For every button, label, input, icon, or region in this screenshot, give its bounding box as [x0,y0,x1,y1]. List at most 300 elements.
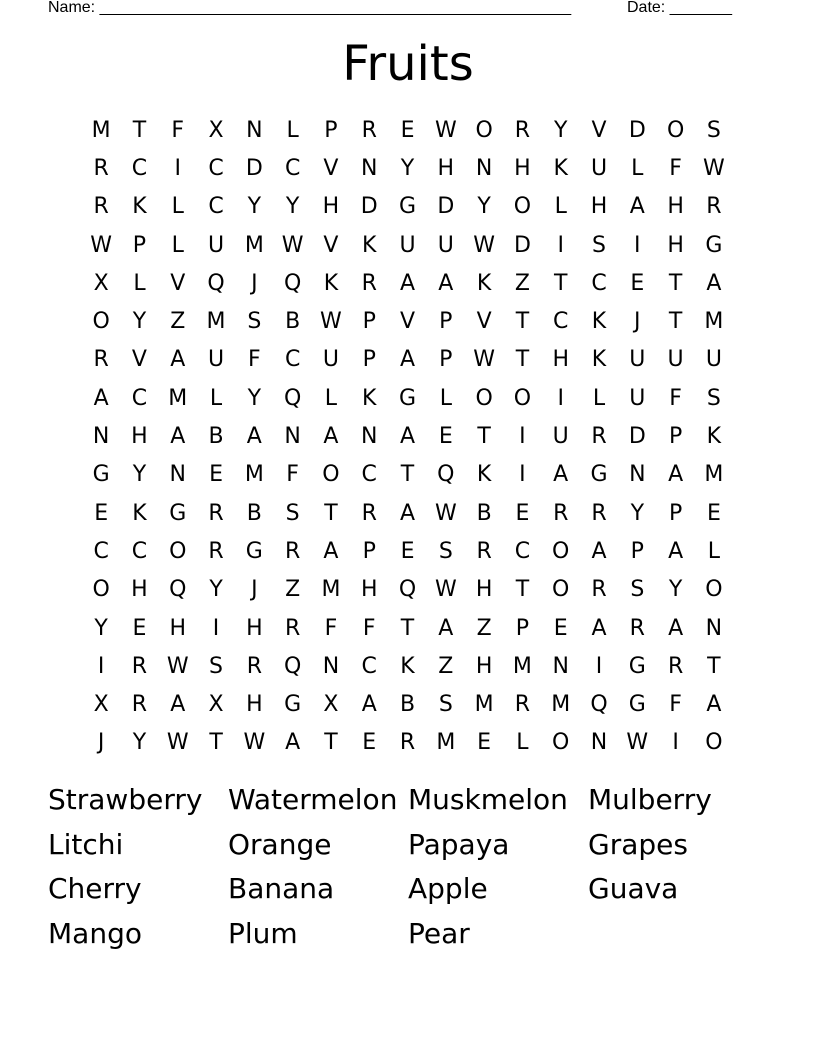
grid-letter[interactable]: T [515,309,530,335]
grid-letter[interactable]: M [321,577,341,603]
grid-letter[interactable]: F [171,117,185,143]
grid-letter[interactable]: F [669,155,682,181]
grid-letter[interactable]: O [705,577,723,603]
grid-letter[interactable]: L [171,194,184,220]
grid-letter[interactable]: T [707,653,721,679]
grid-letter[interactable]: N [705,615,723,641]
grid-letter[interactable]: N [360,424,378,450]
grid-letter[interactable]: G [169,500,187,526]
grid-letter[interactable]: L [286,117,299,143]
grid-letter[interactable]: A [668,615,684,641]
grid-letter[interactable]: M [551,692,571,718]
grid-letter[interactable]: C [131,538,148,564]
grid-letter[interactable]: N [552,653,569,679]
grid-letter[interactable]: B [246,500,262,526]
grid-letter[interactable]: K [476,270,492,296]
grid-letter[interactable]: R [361,500,377,526]
grid-letter[interactable]: J [97,730,105,756]
grid-letter[interactable]: G [628,653,646,679]
grid-letter[interactable]: O [705,730,723,756]
grid-letter[interactable]: Q [207,270,225,296]
grid-letter[interactable]: I [634,232,641,258]
grid-letter[interactable]: G [398,385,417,411]
grid-letter[interactable]: H [246,615,263,641]
grid-letter[interactable]: N [590,730,608,756]
grid-letter[interactable]: N [92,424,110,450]
grid-letter[interactable]: O [475,385,493,411]
grid-letter[interactable]: R [553,500,569,526]
grid-letter[interactable]: K [476,462,492,488]
grid-letter[interactable]: F [669,385,682,411]
grid-letter[interactable]: U [667,347,684,373]
grid-letter[interactable]: W [434,577,457,603]
grid-letter[interactable]: O [169,538,187,564]
grid-letter[interactable]: R [131,692,148,718]
grid-letter[interactable]: C [591,270,607,296]
grid-letter[interactable]: A [668,462,684,488]
grid-letter[interactable]: W [166,730,189,756]
grid-letter[interactable]: Q [398,577,417,603]
grid-letter[interactable]: L [209,385,223,411]
grid-letter[interactable]: F [248,347,261,373]
grid-letter[interactable]: U [399,232,416,258]
grid-letter[interactable]: H [437,155,455,181]
name-field-label: Name: _____________________________________________________ [48,0,572,16]
grid-letter[interactable]: E [400,117,415,143]
grid-letter[interactable]: R [514,117,531,143]
grid-letter[interactable]: V [399,309,416,335]
grid-letter[interactable]: C [361,653,377,679]
grid-letter[interactable]: T [400,615,415,641]
grid-letter[interactable]: R [514,692,531,718]
grid-letter[interactable]: G [590,462,608,488]
grid-letter[interactable]: C [284,347,301,373]
grid-letter[interactable]: M [704,309,724,335]
grid-letter[interactable]: I [174,155,181,181]
grid-letter[interactable]: T [668,309,683,335]
grid-letter[interactable]: E [438,424,453,450]
grid-letter[interactable]: M [244,462,264,488]
grid-letter[interactable]: O [322,462,340,488]
grid-letter[interactable]: L [439,385,452,411]
grid-letter[interactable]: V [131,347,147,373]
grid-letter[interactable]: Q [590,692,608,718]
grid-letter[interactable]: P [668,500,683,526]
grid-letter[interactable]: O [513,385,532,411]
grid-letter[interactable]: F [286,462,299,488]
grid-letter[interactable]: E [477,730,492,756]
grid-letter[interactable]: M [704,462,724,488]
grid-row [82,456,734,494]
grid-letter[interactable]: R [476,538,492,564]
grid-letter[interactable]: X [93,270,109,296]
grid-letter[interactable]: Y [668,577,683,603]
grid-letter[interactable]: W [703,155,725,181]
grid-letter[interactable]: W [281,232,304,258]
grid-letter[interactable]: N [169,462,186,488]
grid-letter[interactable]: W [626,730,649,756]
grid-letter[interactable]: D [513,232,531,258]
grid-letter[interactable]: H [131,577,148,603]
grid-letter[interactable]: U [437,232,454,258]
grid-letter[interactable]: O [552,538,570,564]
grid-letter[interactable]: I [672,730,679,756]
grid-letter[interactable]: M [91,117,111,143]
grid-letter[interactable]: P [324,117,338,143]
grid-letter[interactable]: U [207,232,225,258]
grid-letter[interactable]: A [361,692,377,718]
grid-letter[interactable]: X [208,117,224,143]
grid-letter[interactable]: M [474,692,494,718]
grid-letter[interactable]: A [438,270,454,296]
grid-letter[interactable]: Y [247,385,262,411]
grid-letter[interactable]: T [209,730,223,756]
grid-letter[interactable]: V [591,117,607,143]
grid-letter[interactable]: M [436,730,456,756]
grid-letter[interactable]: Z [438,653,454,679]
grid-letter[interactable]: A [399,347,416,373]
grid-letter[interactable]: K [132,500,147,526]
grid-letter[interactable]: A [285,730,301,756]
grid-letter[interactable]: O [92,577,110,603]
grid-letter[interactable]: H [360,577,378,603]
grid-letter[interactable]: R [208,538,224,564]
grid-letter[interactable]: C [361,462,377,488]
grid-letter[interactable]: P [630,538,644,564]
grid-letter[interactable]: O [475,117,493,143]
grid-letter[interactable]: Z [170,309,186,335]
grid-letter[interactable]: R [399,730,416,756]
grid-letter[interactable]: S [706,117,721,143]
grid-letter[interactable]: Y [132,730,147,756]
grid-letter[interactable]: H [552,347,569,373]
grid-letter[interactable]: E [553,615,568,641]
grid-letter[interactable]: K [591,309,607,335]
grid-letter[interactable]: V [476,309,492,335]
grid-letter[interactable]: D [360,194,378,220]
grid-letter[interactable]: B [285,309,301,335]
grid-letter[interactable]: O [552,577,570,603]
grid-row [82,302,734,340]
grid-letter[interactable]: X [208,692,224,718]
grid-letter[interactable]: W [434,117,457,143]
grid-letter[interactable]: R [629,615,645,641]
grid-letter[interactable]: A [170,692,186,718]
grid-letter[interactable]: P [362,538,376,564]
grid-letter[interactable]: Y [285,194,300,220]
grid-letter[interactable]: C [284,155,301,181]
grid-letter[interactable]: R [246,653,262,679]
grid-letter[interactable]: W [473,347,495,373]
grid-letter[interactable]: H [475,577,493,603]
grid-letter[interactable]: T [400,462,415,488]
grid-letter[interactable]: R [93,155,109,181]
grid-letter[interactable]: H [169,615,187,641]
grid-letter[interactable]: R [591,424,607,450]
grid-letter[interactable]: A [668,538,684,564]
grid-letter[interactable]: T [132,117,147,143]
grid-letter[interactable]: A [246,424,262,450]
grid-letter[interactable]: G [398,194,417,220]
grid-letter[interactable]: V [170,270,186,296]
grid-letter[interactable]: A [93,385,109,411]
grid-letter[interactable]: Y [630,500,645,526]
grid-letter[interactable]: T [668,270,683,296]
grid-letter[interactable]: Z [285,577,301,603]
grid-row [82,341,734,379]
grid-letter[interactable]: C [131,155,148,181]
grid-letter[interactable]: M [512,653,532,679]
grid-letter[interactable]: K [553,155,568,181]
grid-letter[interactable]: K [400,653,415,679]
grid-letter[interactable]: N [360,155,378,181]
grid-letter[interactable]: O [513,194,532,220]
grid-letter[interactable]: Y [247,194,262,220]
grid-letter[interactable]: A [399,270,416,296]
grid-letter[interactable]: F [324,615,338,641]
grid-letter[interactable]: C [553,309,569,335]
grid-letter[interactable]: D [245,155,263,181]
grid-letter[interactable]: N [246,117,263,143]
grid-letter[interactable]: E [400,538,415,564]
grid-letter[interactable]: E [132,615,147,641]
grid-letter[interactable]: L [592,385,606,411]
grid-letter[interactable]: L [516,730,529,756]
grid-letter[interactable]: P [515,615,530,641]
grid-letter[interactable]: T [477,424,491,450]
grid-letter[interactable]: B [208,424,224,450]
grid-letter[interactable]: C [131,385,148,411]
grid-letter[interactable]: K [706,424,722,450]
grid-letter[interactable]: S [438,538,453,564]
grid-letter[interactable]: I [212,615,220,641]
grid-letter[interactable]: P [362,347,376,373]
grid-letter[interactable]: K [362,232,377,258]
grid-letter[interactable]: L [707,538,721,564]
grid-letter[interactable]: G [245,538,263,564]
grid-letter[interactable]: W [320,309,342,335]
grid-letter[interactable]: H [514,155,531,181]
grid-letter[interactable]: S [285,500,300,526]
grid-letter[interactable]: A [629,194,645,220]
grid-letter[interactable]: A [591,615,607,641]
grid-letter[interactable]: A [399,500,416,526]
grid-letter[interactable]: R [361,117,377,143]
grid-letter[interactable]: A [591,538,607,564]
grid-letter[interactable]: Y [209,577,223,603]
grid-letter[interactable]: R [667,653,684,679]
grid-letter[interactable]: P [439,347,453,373]
grid-letter[interactable]: N [322,653,340,679]
grid-letter[interactable]: W [243,730,266,756]
grid-letter[interactable]: H [131,424,148,450]
grid-letter[interactable]: G [92,462,110,488]
grid-letter[interactable]: S [438,692,453,718]
grid-letter[interactable]: V [323,155,339,181]
grid-letter[interactable]: P [132,232,147,258]
grid-letter[interactable]: R [591,500,607,526]
grid-letter[interactable]: C [93,538,109,564]
grid-letter[interactable]: T [553,270,568,296]
grid-letter[interactable]: Y [477,194,491,220]
grid-letter[interactable]: D [437,194,455,220]
grid-letter[interactable]: F [669,692,682,718]
grid-letter[interactable]: U [629,385,646,411]
grid-letter[interactable]: L [171,232,184,258]
grid-letter[interactable]: A [706,270,722,296]
grid-letter[interactable]: X [93,692,109,718]
grid-letter[interactable]: Z [476,615,492,641]
grid-letter[interactable]: P [362,309,376,335]
grid-letter[interactable]: W [473,232,495,258]
grid-row [82,111,734,149]
grid-letter[interactable]: E [362,730,377,756]
grid-letter[interactable]: A [438,615,454,641]
grid-letter[interactable]: U [629,347,646,373]
grid-letter[interactable]: S [706,385,721,411]
grid-letter[interactable]: K [132,194,147,220]
grid-letter[interactable]: Y [553,117,568,143]
grid-letter[interactable]: R [93,194,109,220]
grid-letter[interactable]: A [706,692,722,718]
grid-letter[interactable]: U [590,155,608,181]
grid-letter[interactable]: T [324,730,338,756]
grid-letter[interactable]: L [133,270,146,296]
grid-letter[interactable]: A [170,424,186,450]
grid-letter[interactable]: A [323,424,339,450]
grid-letter[interactable]: N [629,462,646,488]
grid-letter[interactable]: R [361,270,377,296]
grid-letter[interactable]: V [323,232,339,258]
grid-letter[interactable]: U [322,347,339,373]
grid-letter[interactable]: O [92,309,110,335]
grid-letter[interactable]: U [207,347,225,373]
grid-letter[interactable]: Q [169,577,187,603]
grid-letter[interactable]: U [705,347,722,373]
grid-letter[interactable]: R [284,538,301,564]
word-bank-item: Pear [408,916,470,950]
grid-letter[interactable]: I [519,424,526,450]
grid-letter[interactable]: E [209,462,223,488]
grid-letter[interactable]: U [552,424,569,450]
grid-letter[interactable]: C [208,155,224,181]
grid-letter[interactable]: H [246,692,263,718]
grid-letter[interactable]: W [434,500,457,526]
grid-letter[interactable]: Q [283,385,302,411]
grid-letter[interactable]: L [324,385,338,411]
grid-letter[interactable]: L [554,194,567,220]
grid-letter[interactable]: A [323,538,339,564]
grid-letter[interactable]: A [170,347,186,373]
grid-letter[interactable]: H [322,194,340,220]
grid-letter[interactable]: L [631,155,644,181]
grid-letter[interactable]: Z [514,270,530,296]
grid-row [82,264,734,302]
grid-letter[interactable]: I [519,462,526,488]
grid-letter[interactable]: B [476,500,492,526]
grid-letter[interactable]: T [324,500,338,526]
grid-letter[interactable]: H [590,194,608,220]
grid-letter[interactable]: S [247,309,262,335]
grid-letter[interactable]: I [595,653,603,679]
grid-letter[interactable]: H [667,232,684,258]
grid-letter[interactable]: R [131,653,148,679]
grid-letter[interactable]: C [208,194,224,220]
grid-letter[interactable]: O [552,730,570,756]
grid-letter[interactable]: S [209,653,224,679]
grid-letter[interactable]: H [475,653,493,679]
grid-letter[interactable]: P [668,424,683,450]
grid-letter[interactable]: O [666,117,685,143]
grid-row [82,226,734,264]
grid-letter[interactable]: M [168,385,188,411]
grid-letter[interactable]: A [553,462,569,488]
grid-letter[interactable]: B [399,692,416,718]
grid-letter[interactable]: R [591,577,607,603]
grid-letter[interactable]: K [323,270,339,296]
grid-letter[interactable]: J [251,577,258,603]
grid-letter[interactable]: E [706,500,721,526]
grid-letter[interactable]: T [515,577,530,603]
grid-letter[interactable]: J [634,309,641,335]
grid-letter[interactable]: W [166,653,189,679]
grid-letter[interactable]: Q [437,462,455,488]
grid-letter[interactable]: E [630,270,645,296]
grid-letter[interactable]: T [515,347,530,373]
grid-letter[interactable]: G [628,692,646,718]
grid-letter[interactable]: F [362,615,376,641]
grid-letter[interactable]: G [705,232,723,258]
grid-letter[interactable]: M [244,232,264,258]
grid-letter[interactable]: J [251,270,258,296]
grid-letter[interactable]: X [323,692,339,718]
word-bank-item: Papaya [408,827,510,861]
grid-letter[interactable]: S [592,232,606,258]
grid-letter[interactable]: R [93,347,109,373]
grid-letter[interactable]: Q [283,653,302,679]
grid-letter[interactable]: I [557,385,564,411]
grid-letter[interactable]: C [514,538,531,564]
grid-letter[interactable]: H [667,194,684,220]
grid-letter[interactable]: R [706,194,722,220]
grid-row [82,724,734,762]
grid-letter[interactable]: D [628,424,646,450]
grid-letter[interactable]: R [208,500,224,526]
grid-letter[interactable]: N [284,424,301,450]
grid-letter[interactable]: D [628,117,646,143]
grid-letter[interactable]: Y [400,155,415,181]
grid-letter[interactable]: S [630,577,645,603]
word-bank-item: Mulberry [588,783,712,816]
grid-letter[interactable]: Y [132,462,147,488]
grid-letter[interactable]: Y [94,615,108,641]
grid-letter[interactable]: A [399,424,416,450]
grid-letter[interactable]: E [94,500,109,526]
grid-letter[interactable]: R [284,615,301,641]
grid-letter[interactable]: W [90,232,113,258]
grid-letter[interactable]: E [515,500,530,526]
grid-letter[interactable]: P [439,309,453,335]
grid-letter[interactable]: K [591,347,607,373]
grid-letter[interactable]: Y [132,309,147,335]
grid-letter[interactable]: G [284,692,302,718]
grid-letter[interactable]: K [362,385,377,411]
grid-letter[interactable]: I [557,232,564,258]
grid-letter[interactable]: M [206,309,226,335]
grid-letter[interactable]: I [97,653,105,679]
grid-letter[interactable]: Q [283,270,302,296]
grid-letter[interactable]: N [475,155,493,181]
